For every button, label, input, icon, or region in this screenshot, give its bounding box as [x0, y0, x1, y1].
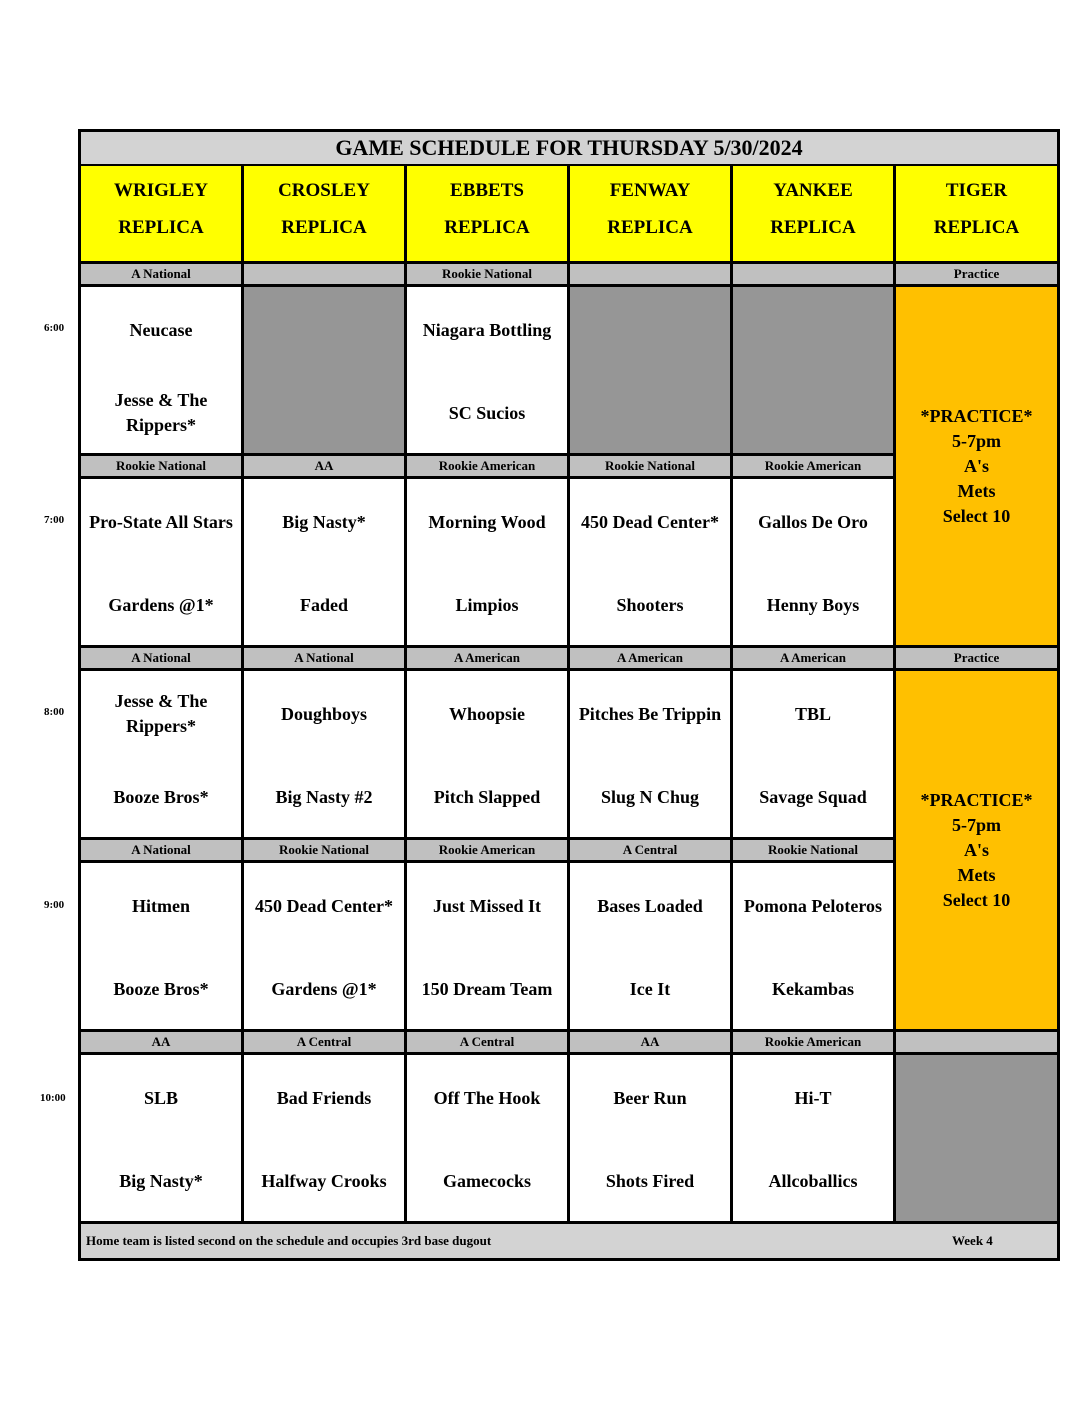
away-team: Gallos De Oro — [758, 511, 868, 532]
game-cell — [244, 863, 404, 1029]
practice-line: Mets — [957, 864, 996, 885]
practice-line: Select 10 — [942, 889, 1011, 910]
time-label: 10:00 — [40, 1092, 66, 1104]
schedule-title: GAME SCHEDULE FOR THURSDAY 5/30/2024 — [81, 132, 1057, 164]
field-name: WRIGLEY — [114, 180, 208, 201]
division-label: AA — [244, 456, 404, 476]
away-team: Off The Hook — [433, 1087, 541, 1108]
home-team: Shots Fired — [605, 1170, 695, 1191]
home-team: Big Nasty* — [119, 1170, 203, 1191]
home-team: Slug N Chug — [600, 786, 700, 807]
week-label: Week 4 — [952, 1233, 993, 1248]
division-label: Rookie National — [733, 840, 893, 860]
home-team: Booze Bros* — [113, 978, 209, 999]
game-cell — [570, 863, 730, 1029]
away-team: Morning Wood — [428, 511, 546, 532]
away-team: Bad Friends — [276, 1087, 372, 1108]
game-cell — [407, 1055, 567, 1221]
game-cell — [407, 863, 567, 1029]
home-team: Shooters — [616, 594, 684, 615]
away-team: Pitches Be Trippin — [578, 703, 722, 724]
game-cell — [733, 671, 893, 837]
division-label: A National — [81, 648, 241, 668]
division-label: Rookie National — [244, 840, 404, 860]
field-name: FENWAY — [609, 180, 691, 201]
field-sub: REPLICA — [933, 217, 1020, 238]
field-sub: REPLICA — [281, 217, 367, 238]
division-label — [244, 264, 404, 284]
division-label: Rookie American — [407, 456, 567, 476]
game-cell — [733, 863, 893, 1029]
home-team: Big Nasty #2 — [275, 786, 373, 807]
field-sub: REPLICA — [118, 217, 204, 238]
home-team: Jesse & The Rippers* — [114, 390, 208, 435]
division-label: Rookie American — [407, 840, 567, 860]
practice-line: A's — [963, 839, 989, 860]
away-team: Doughboys — [280, 703, 368, 724]
schedule-table — [78, 129, 1060, 1261]
away-team: Jesse & The Rippers* — [114, 691, 208, 736]
game-cell — [81, 863, 241, 1029]
field-name: TIGER — [945, 180, 1008, 201]
field-sub: REPLICA — [444, 217, 530, 238]
home-team: Halfway Crooks — [261, 1170, 387, 1191]
division-label: Practice — [896, 648, 1057, 668]
away-team: 450 Dead Center* — [581, 511, 719, 532]
game-cell — [570, 479, 730, 645]
field-header-wrigley — [81, 166, 241, 261]
division-label: AA — [81, 1032, 241, 1052]
away-team: SLB — [143, 1087, 179, 1108]
away-team: Pro-State All Stars — [89, 511, 233, 532]
away-team: TBL — [794, 703, 832, 724]
home-team: Booze Bros* — [113, 786, 209, 807]
game-cell — [407, 671, 567, 837]
game-cell — [81, 671, 241, 837]
field-header-yankee — [733, 166, 893, 261]
away-team: Beer Run — [613, 1087, 687, 1108]
away-team: Whoopsie — [448, 703, 526, 724]
game-cell — [407, 479, 567, 645]
home-team: Gamecocks — [443, 1170, 531, 1191]
time-label: 9:00 — [44, 899, 65, 911]
field-name: EBBETS — [450, 180, 524, 201]
practice-line: 5-7pm — [952, 814, 1001, 835]
away-team: Bases Loaded — [597, 895, 703, 916]
home-team: Gardens @1* — [271, 978, 377, 999]
practice-block — [896, 671, 1057, 1029]
empty-slot — [733, 287, 893, 453]
division-label: Rookie National — [407, 264, 567, 284]
home-team: Allcoballics — [768, 1170, 858, 1191]
game-cell — [733, 1055, 893, 1221]
division-label — [570, 264, 730, 284]
home-team: 150 Dream Team — [421, 978, 553, 999]
away-team: Neucase — [129, 319, 193, 340]
division-label: Rookie National — [570, 456, 730, 476]
game-cell — [407, 287, 567, 453]
game-cell — [244, 1055, 404, 1221]
field-sub: REPLICA — [770, 217, 856, 238]
empty-slot — [244, 287, 404, 453]
empty-slot — [570, 287, 730, 453]
division-label: A Central — [407, 1032, 567, 1052]
footer-bar — [81, 1224, 1057, 1258]
home-team: Faded — [299, 594, 348, 615]
division-label: A National — [81, 840, 241, 860]
practice-line: *PRACTICE* — [920, 405, 1033, 426]
field-header-fenway — [570, 166, 730, 261]
practice-line: 5-7pm — [952, 430, 1001, 451]
time-label: 6:00 — [44, 322, 65, 334]
away-team: Niagara Bottling — [422, 319, 552, 340]
home-team: Limpios — [455, 594, 519, 615]
home-team: Savage Squad — [759, 786, 867, 807]
division-label: Rookie American — [733, 1032, 893, 1052]
division-label: A Central — [570, 840, 730, 860]
game-cell — [733, 479, 893, 645]
game-cell — [244, 671, 404, 837]
field-sub: REPLICA — [607, 217, 693, 238]
practice-line: *PRACTICE* — [920, 789, 1033, 810]
practice-line: A's — [963, 455, 989, 476]
home-team: SC Sucios — [448, 402, 526, 423]
practice-block — [896, 287, 1057, 645]
division-label: A American — [407, 648, 567, 668]
away-team: Pomona Peloteros — [743, 895, 883, 916]
division-label: Practice — [896, 264, 1057, 284]
field-header-crosley — [244, 166, 404, 261]
division-label: A American — [733, 648, 893, 668]
game-cell — [81, 479, 241, 645]
time-label: 7:00 — [44, 514, 65, 526]
division-label: AA — [570, 1032, 730, 1052]
field-name: CROSLEY — [278, 180, 370, 201]
division-label: Rookie American — [733, 456, 893, 476]
division-label: Rookie National — [81, 456, 241, 476]
practice-line: Mets — [957, 480, 996, 501]
game-cell — [570, 1055, 730, 1221]
field-header-tiger — [896, 166, 1057, 261]
field-name: YANKEE — [773, 180, 853, 201]
away-team: Hitmen — [132, 895, 190, 916]
game-cell — [81, 287, 241, 453]
time-label: 8:00 — [44, 706, 65, 718]
away-team: Hi-T — [794, 1087, 832, 1108]
game-cell — [81, 1055, 241, 1221]
division-label — [896, 1032, 1057, 1052]
home-team: Gardens @1* — [108, 594, 214, 615]
game-cell — [570, 671, 730, 837]
away-team: Big Nasty* — [282, 511, 366, 532]
division-label: A National — [81, 264, 241, 284]
division-label: A American — [570, 648, 730, 668]
home-team: Ice It — [629, 978, 671, 999]
division-label: A Central — [244, 1032, 404, 1052]
away-team: 450 Dead Center* — [255, 895, 393, 916]
division-label: A National — [244, 648, 404, 668]
home-team: Pitch Slapped — [433, 786, 541, 807]
footer-note: Home team is listed second on the schedule and occupies 3rd base dugout — [86, 1233, 492, 1248]
home-team: Henny Boys — [766, 594, 860, 615]
away-team: Just Missed It — [432, 895, 541, 916]
division-label — [733, 264, 893, 284]
practice-line: Select 10 — [942, 505, 1011, 526]
field-header-ebbets — [407, 166, 567, 261]
empty-slot — [896, 1055, 1057, 1221]
home-team: Kekambas — [771, 978, 854, 999]
game-cell — [244, 479, 404, 645]
